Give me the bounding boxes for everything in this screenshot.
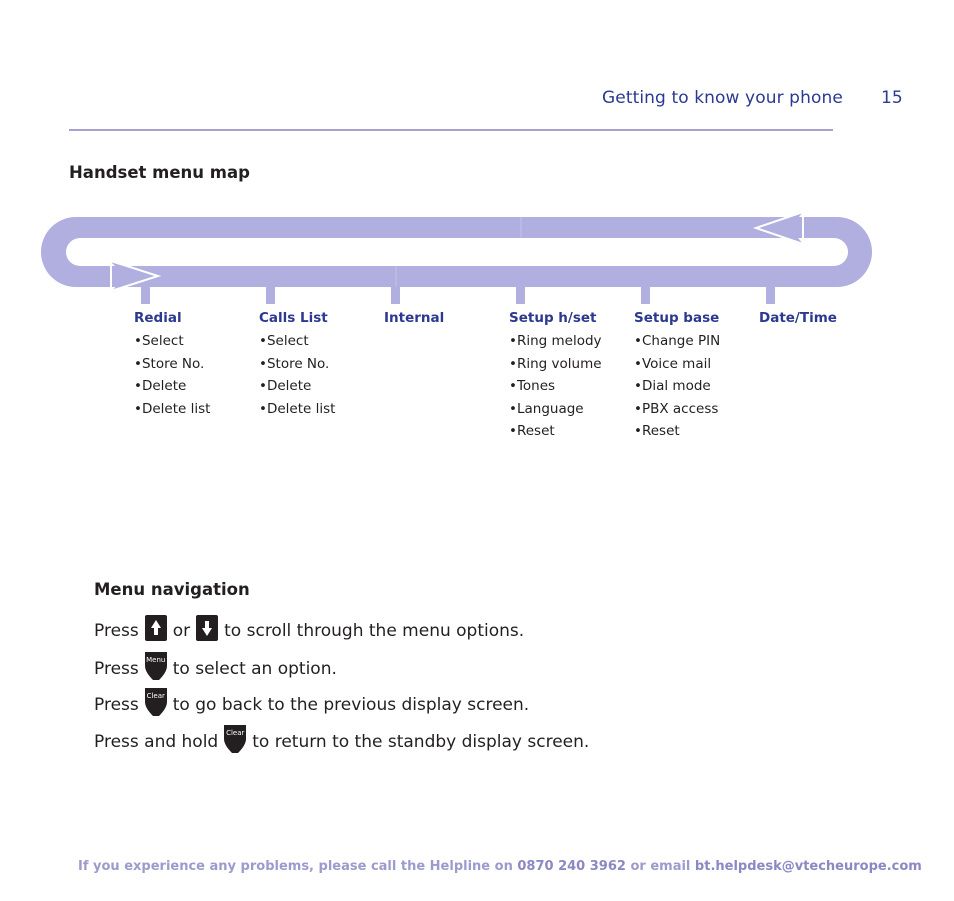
tick-date-time xyxy=(766,287,775,304)
list-item: •PBX access xyxy=(634,400,719,417)
instruction-text: or xyxy=(172,620,191,641)
menu-column-redial xyxy=(134,310,254,420)
footer-helpline xyxy=(78,859,922,874)
column-heading: Setup h/set xyxy=(509,310,597,326)
list-item: •Reset xyxy=(634,423,680,439)
menu-key-icon xyxy=(145,652,167,685)
instruction-text: to scroll through the menu options. xyxy=(224,620,525,641)
menu-column-internal xyxy=(384,310,504,330)
tick-internal xyxy=(391,287,400,304)
instruction-text: Press xyxy=(94,658,139,679)
list-item: •Delete list xyxy=(259,400,336,417)
column-heading: Date/Time xyxy=(759,310,837,326)
list-item: •Delete xyxy=(134,378,187,394)
helpline-phone: 0870 240 3962 xyxy=(517,859,626,874)
tick-redial xyxy=(141,287,150,304)
menu-column-calls-list xyxy=(259,310,379,420)
menu-column-setup-hset xyxy=(509,310,629,443)
up-key-icon xyxy=(145,615,167,646)
navigation-title: Menu navigation xyxy=(94,580,250,599)
tick-setup-base xyxy=(641,287,650,304)
menu-column-date-time xyxy=(759,310,879,330)
column-heading: Calls List xyxy=(259,310,328,326)
list-item: •Change PIN xyxy=(634,333,721,349)
list-item: •Delete xyxy=(259,378,312,394)
list-item: •Store No. xyxy=(259,355,330,372)
nav-instruction-select xyxy=(94,652,337,685)
menu-key-label: Menu xyxy=(146,656,166,664)
section-title: Handset menu map xyxy=(69,163,250,182)
column-heading: Redial xyxy=(134,310,182,326)
clear-key-label: Clear xyxy=(226,729,245,737)
footer-text: If you experience any problems, please call the Helpline on xyxy=(78,859,513,874)
list-item: •Select xyxy=(134,333,184,349)
nav-instruction-standby xyxy=(94,725,589,758)
nav-instruction-scroll xyxy=(94,615,524,646)
clear-key-icon xyxy=(145,688,167,721)
loop-band xyxy=(41,217,872,287)
list-item: •Reset xyxy=(509,423,555,439)
instruction-text: to return to the standby display screen. xyxy=(252,731,590,752)
instruction-text: to go back to the previous display screen. xyxy=(172,694,530,715)
column-heading: Setup base xyxy=(634,310,720,326)
list-item: •Tones xyxy=(509,378,556,394)
instruction-text: Press xyxy=(94,620,139,641)
tick-calls-list xyxy=(266,287,275,304)
list-item: •Select xyxy=(259,333,309,349)
down-key-icon xyxy=(196,615,218,646)
page-number: 15 xyxy=(881,88,903,108)
tick-setup-hset xyxy=(516,287,525,304)
menu-loop-diagram xyxy=(0,200,954,310)
list-item: •Language xyxy=(509,400,584,417)
list-item: •Dial mode xyxy=(634,378,711,394)
header-rule xyxy=(69,129,833,131)
running-header: Getting to know your phone xyxy=(602,88,843,108)
list-item: •Ring melody xyxy=(509,333,602,349)
list-item: •Voice mail xyxy=(634,355,712,372)
footer-text: or email xyxy=(630,859,691,874)
instruction-text: Press and hold xyxy=(94,731,219,752)
list-item: •Store No. xyxy=(134,355,205,372)
clear-key-label: Clear xyxy=(146,692,165,700)
list-item: •Delete list xyxy=(134,400,211,417)
helpdesk-email: bt.helpdesk@vtecheurope.com xyxy=(694,859,922,874)
nav-instruction-back xyxy=(94,688,529,721)
instruction-text: Press xyxy=(94,694,139,715)
menu-column-setup-base xyxy=(634,310,754,443)
instruction-text: to select an option. xyxy=(172,658,337,679)
column-heading: Internal xyxy=(384,310,445,326)
list-item: •Ring volume xyxy=(509,355,602,372)
clear-key-icon xyxy=(224,725,246,758)
